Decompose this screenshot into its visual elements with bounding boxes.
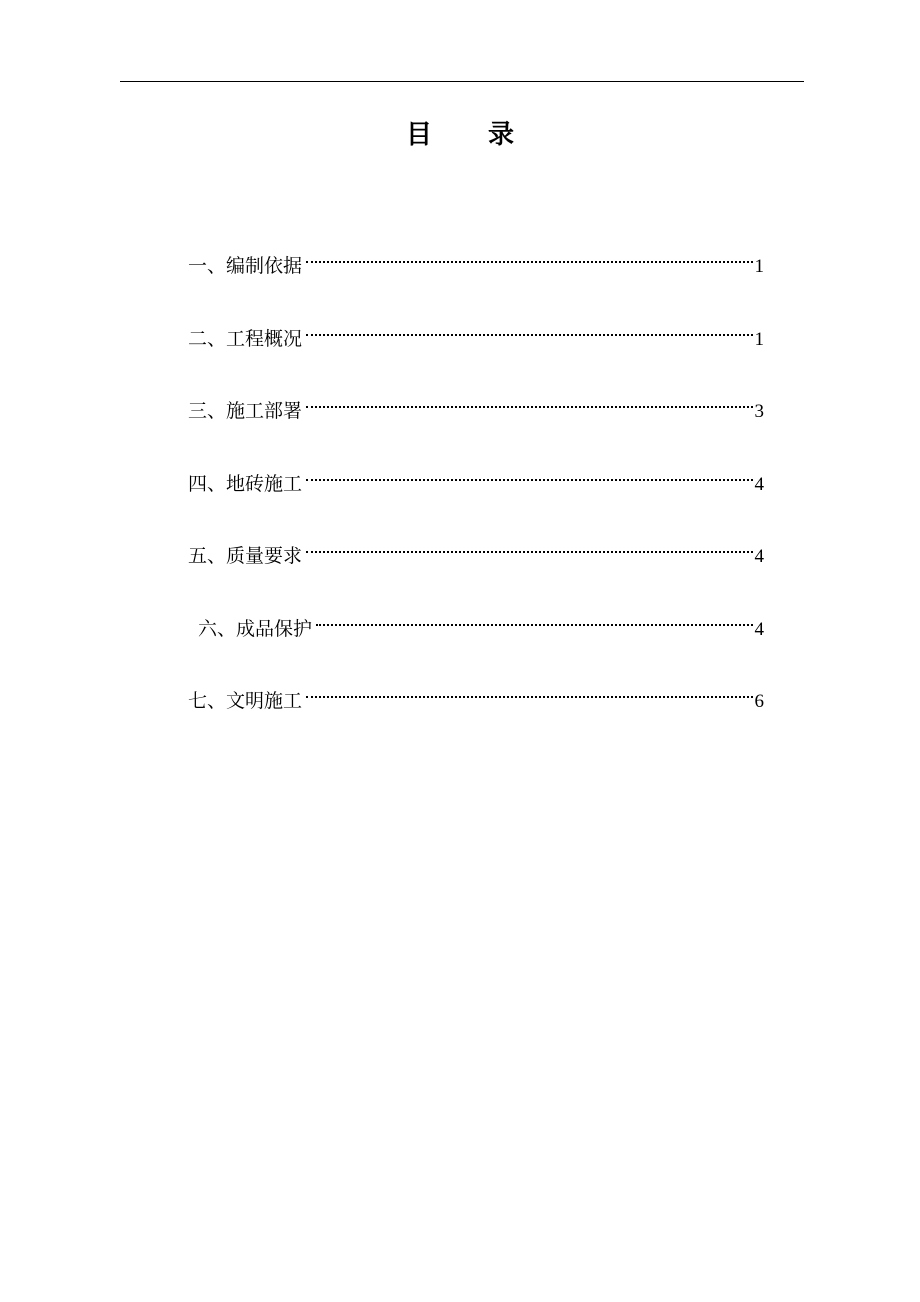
toc-entry-label: 五、质量要求: [188, 545, 303, 567]
toc-dot-leader: [302, 526, 754, 562]
header-rule: [120, 81, 804, 82]
toc-dot-leader: [302, 381, 754, 417]
toc-entry-quality[interactable]: [188, 526, 764, 599]
toc-entry-label: 一、编制依据: [188, 255, 303, 277]
toc-page-number: 4: [754, 546, 764, 567]
toc-page-number: 6: [754, 691, 764, 712]
toc-entry-overview[interactable]: [188, 309, 764, 382]
toc-page-number: 4: [754, 473, 764, 495]
toc-entry-label: 四、地砖施工: [188, 472, 303, 495]
table-of-contents: [188, 236, 764, 744]
toc-entry-label: 六、成品保护: [198, 617, 313, 640]
toc-entry-floor-tiles[interactable]: [188, 454, 764, 527]
toc-entry-civilized[interactable]: [188, 671, 764, 744]
toc-dot-leader: [312, 599, 754, 635]
toc-entry-deployment[interactable]: [188, 381, 764, 454]
toc-entry-basis[interactable]: [188, 236, 764, 309]
toc-dot-leader: [302, 454, 754, 490]
toc-page-number: 4: [754, 618, 764, 640]
toc-page-number: 1: [754, 328, 764, 350]
title-char-2: 录: [488, 120, 515, 150]
toc-page-number: 1: [754, 256, 764, 277]
toc-page-number: 3: [754, 401, 764, 422]
toc-dot-leader: [302, 309, 754, 345]
toc-dot-leader: [302, 671, 754, 707]
page-title: [0, 113, 920, 157]
toc-entry-protection[interactable]: [188, 599, 764, 672]
toc-dot-leader: [302, 236, 754, 272]
toc-entry-label: 三、施工部署: [188, 400, 303, 422]
toc-entry-label: 二、工程概况: [188, 327, 303, 350]
toc-entry-label: 七、文明施工: [188, 690, 303, 712]
title-char-1: 目: [405, 120, 432, 150]
